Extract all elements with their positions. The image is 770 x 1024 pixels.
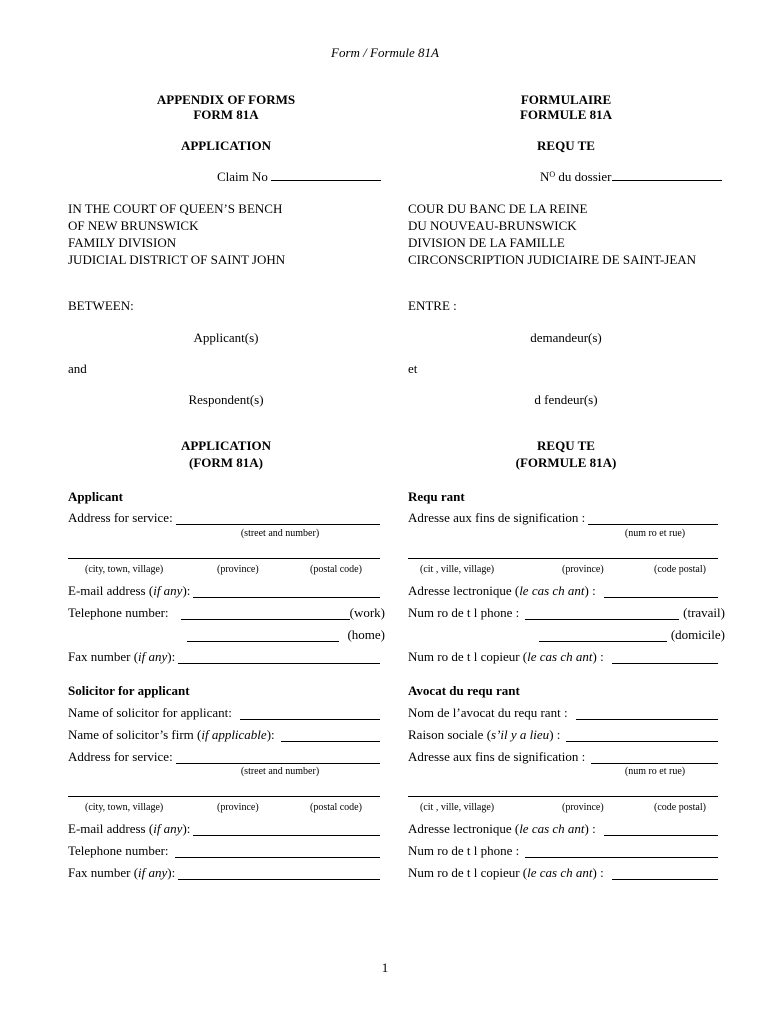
right-title-formule: FORMULE 81A	[519, 107, 613, 122]
application-title: APPLICATION	[180, 438, 272, 453]
dossier-number-field[interactable]	[612, 169, 722, 181]
raison-label-suffix: ) :	[549, 727, 561, 742]
left-title-application: APPLICATION	[180, 138, 272, 153]
firm-label	[68, 727, 275, 742]
dossier-number-label	[540, 169, 722, 184]
fax-label	[68, 649, 175, 664]
avocat-email-field[interactable]	[604, 823, 718, 836]
claim-number-text: Claim No	[217, 169, 268, 184]
postal-hint: (postal code)	[310, 564, 362, 575]
avocat-email-row	[408, 821, 718, 836]
avocat-city-field[interactable]	[408, 796, 718, 797]
requerant-home-phone-row	[539, 627, 725, 642]
solicitor-telephone-label: Telephone number:	[68, 843, 169, 858]
solicitor-fax-row	[68, 865, 380, 880]
court-line: DU NOUVEAU-BRUNSWICK	[408, 218, 577, 233]
copieur-le-cas: le cas ch ant	[527, 649, 593, 664]
requerant-fax-field[interactable]	[612, 651, 718, 664]
email-label-suffix: ):	[182, 583, 191, 598]
court-line: FAMILY DIVISION	[68, 235, 177, 250]
avocat-nom-label: Nom de l’avocat du requ rant :	[408, 705, 568, 720]
claim-number-label	[217, 169, 381, 184]
solicitor-heading: Solicitor for applicant	[68, 683, 190, 698]
solicitor-firm-row	[68, 727, 380, 742]
fax-if-any: if any	[138, 649, 168, 664]
raison-label-text: Raison sociale (	[408, 727, 492, 742]
court-line: JUDICIAL DISTRICT OF SAINT JOHN	[68, 252, 286, 267]
court-line: IN THE COURT OF QUEEN’S BENCH	[68, 201, 283, 216]
applicant-address-row	[68, 510, 380, 525]
solicitor-fax-label-text: Fax number (	[68, 865, 139, 880]
solicitor-firm-field[interactable]	[281, 729, 380, 742]
code-postal-hint: (code postal)	[654, 564, 706, 575]
page-number: 1	[381, 960, 389, 975]
court-name-en	[68, 200, 285, 268]
between-label: BETWEEN:	[68, 298, 134, 313]
applicant-email-row	[68, 583, 380, 598]
numero-rue-hint: (num ro et rue)	[624, 528, 686, 539]
solicitor-street-hint: (street and number)	[240, 766, 320, 777]
copieur-label-suffix: ) :	[592, 649, 604, 664]
avocat-phone-field[interactable]	[525, 845, 718, 858]
respondents-label: Respondent(s)	[188, 392, 264, 407]
adresse-signif-label: Adresse aux fins de signification :	[408, 510, 586, 525]
fax-label-suffix: ):	[167, 649, 176, 664]
solicitor-city-hint: (city, town, village)	[85, 802, 164, 813]
firm-label-text: Name of solicitor’s firm (	[68, 727, 202, 742]
solicitor-fax-field[interactable]	[178, 867, 380, 880]
dossier-text: du dossier	[555, 169, 612, 184]
avocat-address-field[interactable]	[591, 751, 718, 764]
avocat-name-field[interactable]	[576, 707, 718, 720]
raison-sociale-field[interactable]	[566, 729, 718, 742]
avocat-telephone-label: Num ro de t l phone :	[408, 843, 520, 858]
right-title-requete: REQU TE	[537, 138, 595, 153]
left-title-form: FORM 81A	[193, 107, 259, 122]
solicitor-email-label-suffix: ):	[182, 821, 191, 836]
applicant-home-phone-row	[187, 627, 385, 642]
avocat-fax-row	[408, 865, 718, 880]
page-header: Form / Formule 81A	[331, 45, 439, 60]
solicitor-name-label: Name of solicitor for applicant:	[68, 705, 232, 720]
raison-sociale-row	[408, 727, 718, 742]
solicitor-fax-label	[68, 865, 175, 880]
solicitor-name-field[interactable]	[240, 707, 380, 720]
street-hint: (street and number)	[240, 528, 320, 539]
applicant-heading: Applicant	[68, 489, 123, 504]
work-label: (work)	[349, 605, 385, 620]
avocat-phone-row	[408, 843, 718, 858]
telephone-label: Telephone number:	[68, 605, 169, 620]
requete-title: REQU TE	[537, 438, 595, 453]
demandeurs-label: demandeur(s)	[530, 330, 602, 345]
copieur-label-text: Num ro de t l copieur (	[408, 649, 528, 664]
court-line: CIRCONSCRIPTION JUDICIAIRE DE SAINT-JEAN	[408, 252, 697, 267]
solicitor-email-row	[68, 821, 380, 836]
courriel-label	[408, 583, 596, 598]
solicitor-email-label-text: E-mail address (	[68, 821, 154, 836]
requerant-address-row	[408, 510, 718, 525]
application-subtitle: (FORM 81A)	[188, 455, 263, 470]
solicitor-address-label: Address for service:	[68, 749, 173, 764]
copieur-label	[408, 649, 604, 664]
avocat-courriel-label-text: Adresse lectronique (	[408, 821, 520, 836]
requerant-fax-row	[408, 649, 718, 664]
telephone-fr-label: Num ro de t l phone :	[408, 605, 520, 620]
et-label: et	[408, 361, 418, 376]
requerant-phone-row	[408, 605, 725, 620]
requerant-home-phone-field[interactable]	[539, 629, 667, 642]
solicitor-phone-row	[68, 843, 380, 858]
avocat-province-hint: (province)	[562, 802, 604, 813]
avocat-copieur-label-text: Num ro de t l copieur (	[408, 865, 528, 880]
left-title-appendix: APPENDIX OF FORMS	[156, 92, 296, 107]
requerant-address-field[interactable]	[588, 512, 718, 525]
avocat-numero-rue-hint: (num ro et rue)	[624, 766, 686, 777]
court-name-fr	[408, 200, 696, 268]
avocat-copieur-label-suffix: ) :	[592, 865, 604, 880]
avocat-courriel-label	[408, 821, 596, 836]
solicitor-address-field[interactable]	[176, 751, 380, 764]
dossier-sup: O	[549, 170, 556, 179]
claim-number-field[interactable]	[271, 169, 381, 181]
avocat-copieur-label	[408, 865, 604, 880]
applicant-work-phone-field[interactable]	[181, 607, 350, 620]
raison-label	[408, 727, 560, 742]
applicants-label: Applicant(s)	[193, 330, 259, 345]
solicitor-address-row	[68, 749, 380, 764]
courriel-label-text: Adresse lectronique (	[408, 583, 520, 598]
city-hint: (city, town, village)	[85, 564, 164, 575]
applicant-phone-row	[68, 605, 385, 620]
firm-if-applicable: if applicable	[201, 727, 267, 742]
avocat-adresse-label: Adresse aux fins de signification :	[408, 749, 586, 764]
avocat-cite-hint: (cit , ville, village)	[420, 802, 495, 813]
firm-label-suffix: ):	[266, 727, 275, 742]
applicant-city-field[interactable]	[68, 558, 380, 559]
avocat-copieur-le-cas: le cas ch ant	[527, 865, 593, 880]
dossier-n: N	[540, 169, 550, 184]
court-line: DIVISION DE LA FAMILLE	[408, 235, 565, 250]
solicitor-email-field[interactable]	[193, 823, 380, 836]
requerant-work-phone-field[interactable]	[525, 607, 679, 620]
court-line: OF NEW BRUNSWICK	[68, 218, 199, 233]
solicitor-phone-field[interactable]	[175, 845, 380, 858]
raison-sil-y-a-lieu: s’il y a lieu	[491, 727, 550, 742]
applicant-email-field[interactable]	[193, 585, 380, 598]
avocat-fax-field[interactable]	[612, 867, 718, 880]
courriel-label-suffix: ) :	[584, 583, 596, 598]
applicant-home-phone-field[interactable]	[187, 629, 339, 642]
solicitor-city-field[interactable]	[68, 796, 380, 797]
requerant-city-field[interactable]	[408, 558, 718, 559]
solicitor-fax-if-any: if any	[138, 865, 168, 880]
and-label: and	[68, 361, 87, 376]
avocat-code-postal-hint: (code postal)	[654, 802, 706, 813]
home-label: (home)	[347, 627, 385, 642]
solicitor-fax-label-suffix: ):	[167, 865, 176, 880]
avocat-courriel-label-suffix: ) :	[584, 821, 596, 836]
avocat-name-row	[408, 705, 718, 720]
solicitor-name-row	[68, 705, 380, 720]
province-fr-hint: (province)	[562, 564, 604, 575]
solicitor-email-if-any: if any	[153, 821, 183, 836]
applicant-address-field[interactable]	[176, 512, 380, 525]
requerant-heading: Requ rant	[408, 489, 465, 504]
domicile-label: (domicile)	[670, 627, 725, 642]
cite-hint: (cit , ville, village)	[420, 564, 495, 575]
email-if-any: if any	[153, 583, 183, 598]
fax-label-text: Fax number (	[68, 649, 139, 664]
requerant-email-row	[408, 583, 718, 598]
address-service-label: Address for service:	[68, 510, 173, 525]
requerant-email-field[interactable]	[604, 585, 718, 598]
email-label-text: E-mail address (	[68, 583, 154, 598]
applicant-fax-field[interactable]	[178, 651, 380, 664]
province-hint: (province)	[217, 564, 259, 575]
avocat-address-row	[408, 749, 718, 764]
travail-label: (travail)	[683, 605, 725, 620]
applicant-fax-row	[68, 649, 380, 664]
defendeurs-label: d fendeur(s)	[534, 392, 598, 407]
avocat-courriel-le-cas: le cas ch ant	[519, 821, 585, 836]
solicitor-email-label	[68, 821, 190, 836]
solicitor-province-hint: (province)	[217, 802, 259, 813]
entre-label: ENTRE :	[408, 298, 457, 313]
requete-subtitle: (FORMULE 81A)	[515, 455, 617, 470]
court-line: COUR DU BANC DE LA REINE	[408, 201, 588, 216]
avocat-heading: Avocat du requ rant	[408, 683, 520, 698]
right-title-formulaire: FORMULAIRE	[520, 92, 612, 107]
email-label	[68, 583, 190, 598]
courriel-le-cas: le cas ch ant	[519, 583, 585, 598]
solicitor-postal-hint: (postal code)	[310, 802, 362, 813]
